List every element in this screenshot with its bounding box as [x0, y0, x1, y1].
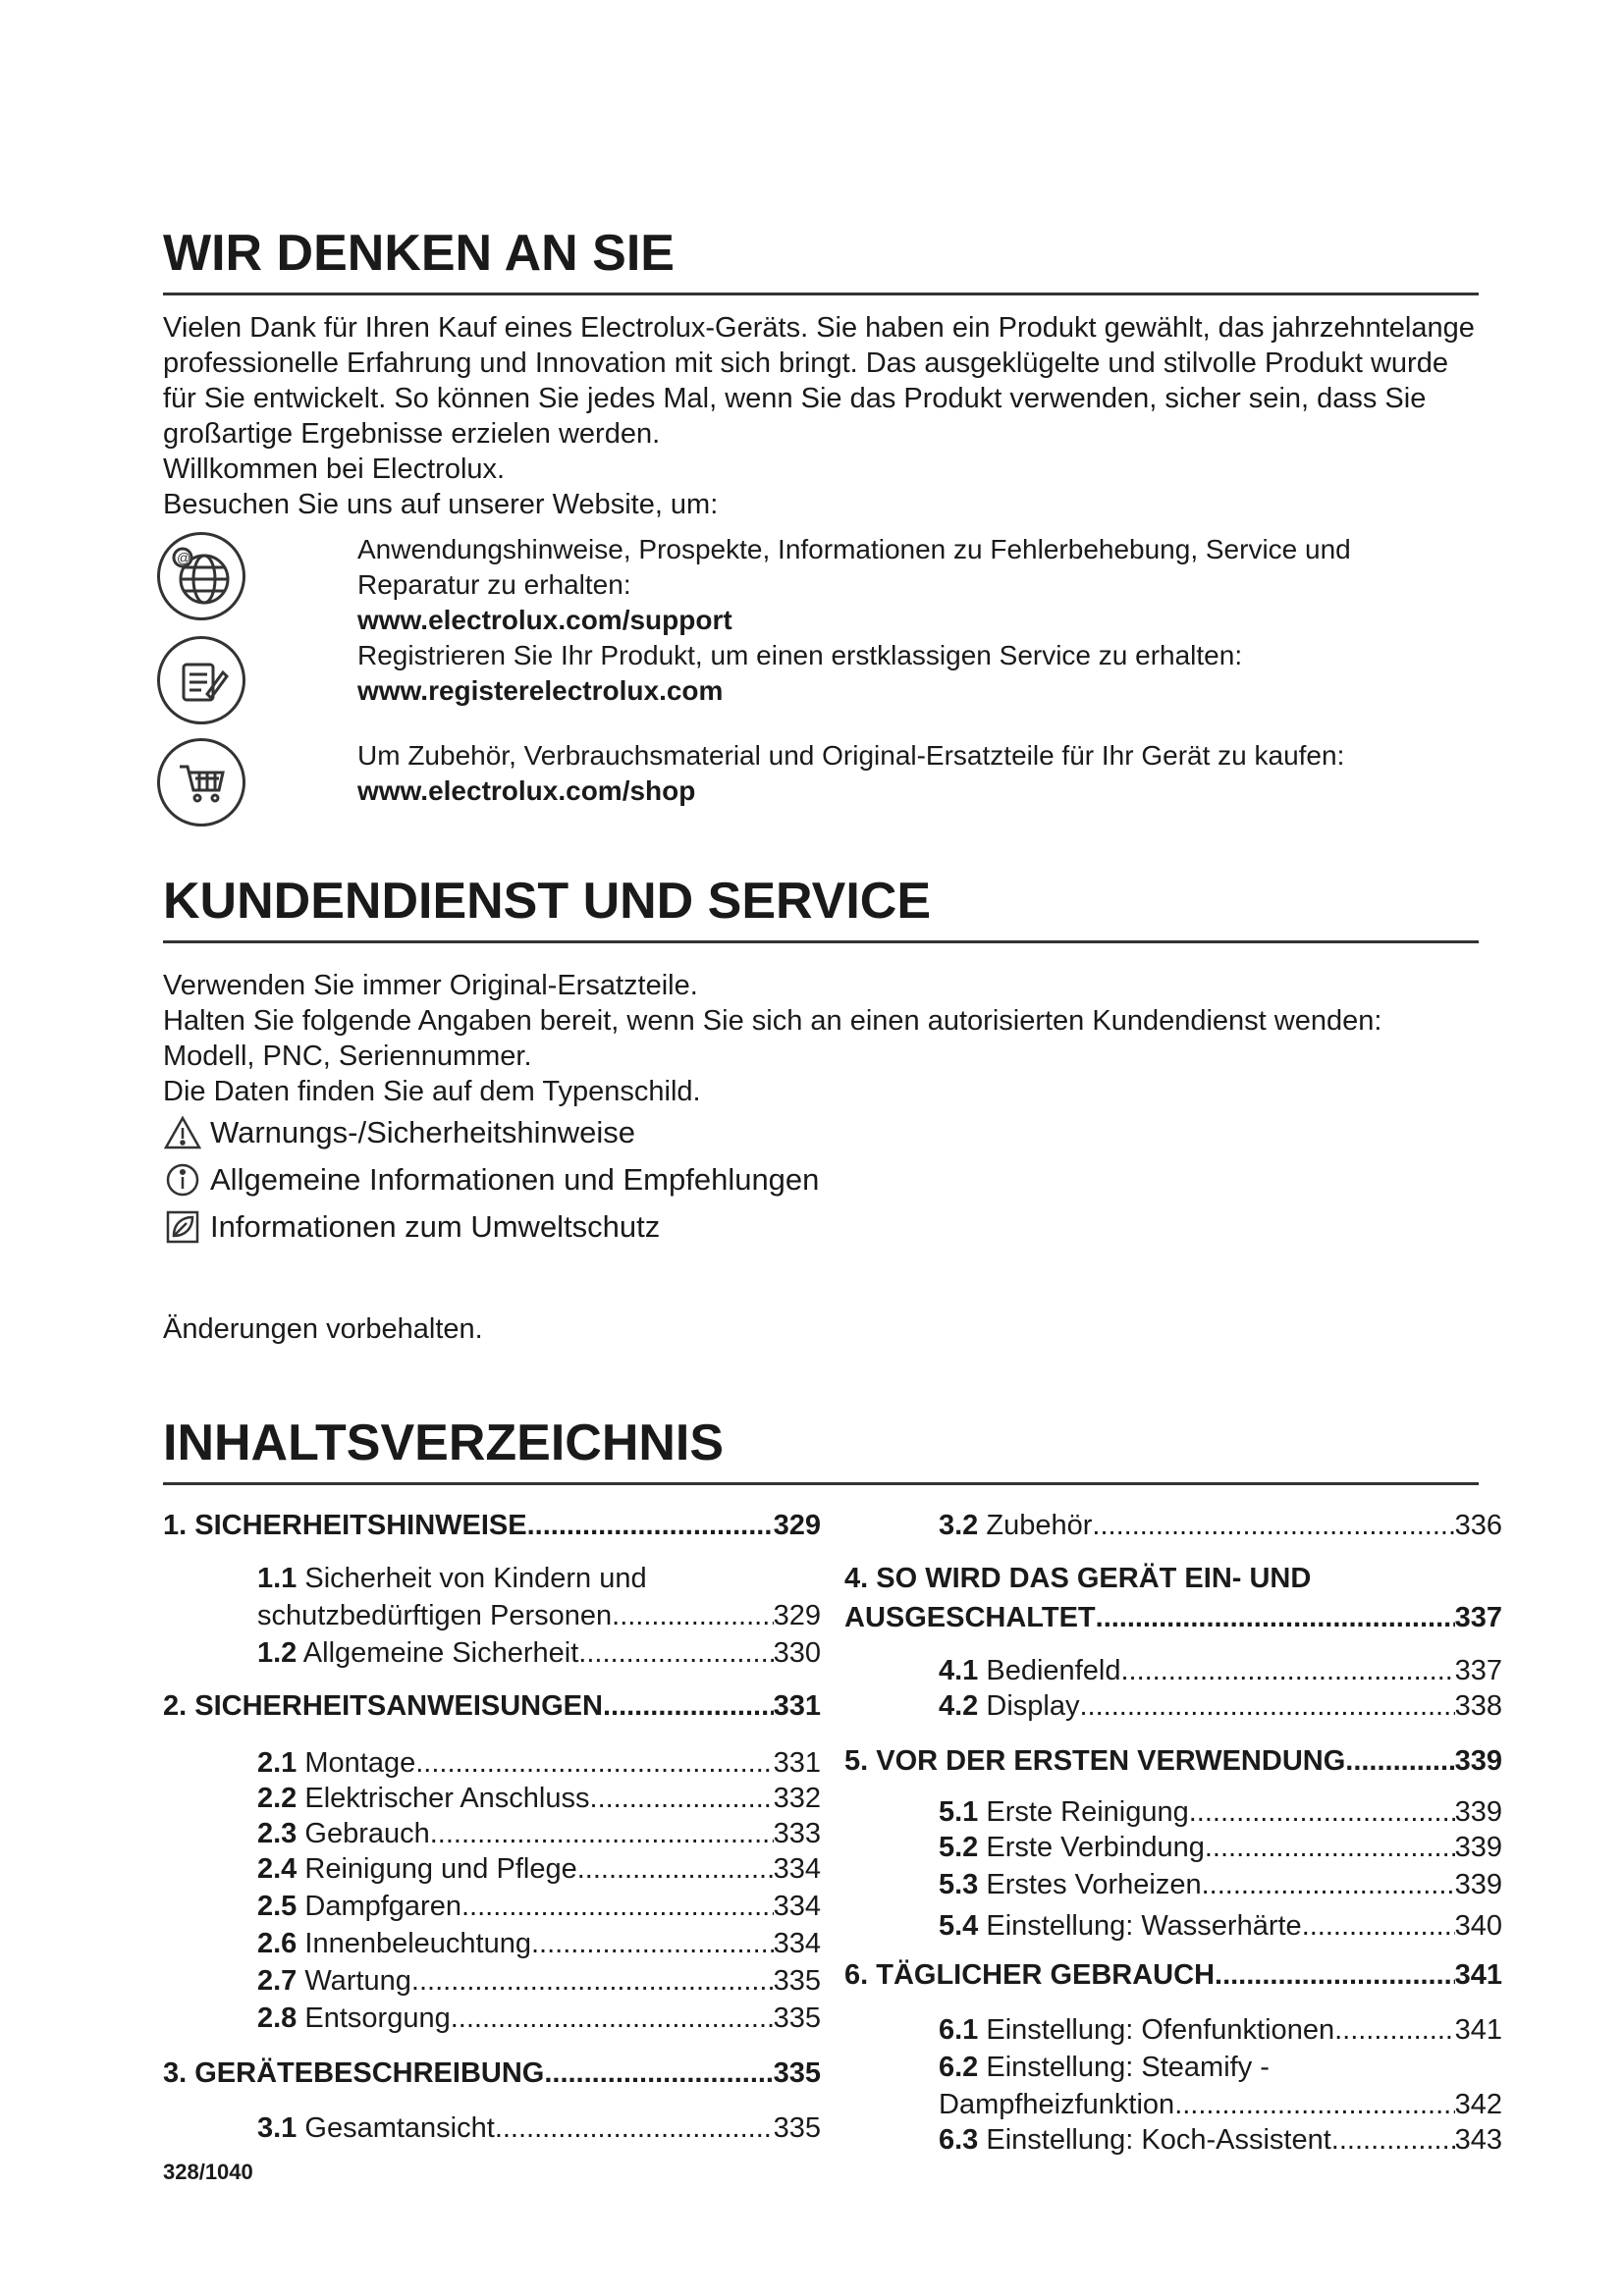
page-number: 328/1040	[163, 2160, 253, 2184]
welcome-heading: WIR DENKEN AN SIE	[163, 224, 1479, 295]
service-heading: KUNDENDIENST UND SERVICE	[163, 872, 1479, 943]
toc-entry-4-cont[interactable]: AUSGESCHALTET ..... 337	[844, 1602, 1502, 1634]
toc-entry-2-3[interactable]: 2.3 Gebrauch ..... 333	[257, 1818, 821, 1850]
toc-entry-3-1[interactable]: 3.1 Gesamtansicht ..... 335	[257, 2112, 821, 2145]
toc-entry-6-2[interactable]: 6.2 Einstellung: Steamify -	[939, 2052, 1270, 2083]
toc-entry-5-2[interactable]: 5.2 Erste Verbindung ..... 339	[939, 1832, 1502, 1864]
toc-entry-2-2[interactable]: 2.2 Elektrischer Anschluss ..... 332	[257, 1783, 821, 1815]
toc-entry-6-3[interactable]: 6.3 Einstellung: Koch-Assistent ..... 343	[939, 2124, 1502, 2157]
toc-entry-2-1[interactable]: 2.1 Montage ..... 331	[257, 1747, 821, 1780]
toc-entry-6-1[interactable]: 6.1 Einstellung: Ofenfunktionen ..... 341	[939, 2014, 1502, 2047]
website-intro: Besuchen Sie uns auf unserer Website, um:	[163, 489, 719, 520]
service-paragraph: Verwenden Sie immer Original-Ersatzteile.	[163, 970, 698, 1001]
toc-entry-2-7[interactable]: 2.7 Wartung ..... 335	[257, 1965, 821, 1998]
cart-icon-wrap	[157, 738, 245, 827]
service-paragraph: Halten Sie folgende Angaben bereit, wenn Sie sich an einen autorisierten Kundendienst wenden: Modell, PNC, Seriennummer.	[163, 1005, 1382, 1072]
legend-row	[163, 1203, 819, 1251]
toc-entry-3[interactable]: 3. GERÄTEBESCHREIBUNG ..... 335	[163, 2057, 821, 2090]
shop-link[interactable]: www.electrolux.com/shop	[357, 775, 696, 806]
toc-entry-4-2[interactable]: 4.2 Display ..... 338	[939, 1690, 1502, 1723]
support-link[interactable]: www.electrolux.com/support	[357, 605, 732, 635]
toc-entry-2[interactable]: 2. SICHERHEITSANWEISUNGEN ..... 331	[163, 1690, 821, 1723]
toc-entry-1-1-cont[interactable]: schutzbedürftigen Personen ..... 329	[257, 1600, 821, 1632]
toc-entry-1-1[interactable]: 1.1 Sicherheit von Kindern und	[257, 1563, 647, 1594]
service-text	[163, 968, 1479, 1109]
warning-icon	[163, 1113, 202, 1152]
globe-icon	[157, 532, 245, 620]
web-item-register	[357, 638, 1477, 709]
environment-icon	[163, 1207, 202, 1247]
web-item-support	[357, 532, 1477, 638]
web-item-text: Registrieren Sie Ihr Produkt, um einen erstklassigen Service zu erhalten:	[357, 640, 1243, 670]
toc-entry-3-2[interactable]: 3.2 Zubehör ..... 336	[939, 1510, 1502, 1542]
legend-text: Warnungs-/Sicherheitshinweise	[210, 1115, 636, 1149]
toc-entry-6-2-cont[interactable]: Dampfheizfunktion ..... 342	[939, 2089, 1502, 2121]
legend-text: Allgemeine Informationen und Empfehlungen	[210, 1162, 820, 1197]
web-item-text: Um Zubehör, Verbrauchsmaterial und Original-Ersatzteile für Ihr Gerät zu kaufen:	[357, 740, 1345, 771]
web-item-text: Anwendungshinweise, Prospekte, Informationen zu Fehlerbehebung, Service und Reparatur zu erhalten:	[357, 534, 1351, 600]
toc-entry-6[interactable]: 6. TÄGLICHER GEBRAUCH ..... 341	[844, 1959, 1502, 1992]
changes-note: Änderungen vorbehalten.	[163, 1313, 483, 1345]
legend-row	[163, 1109, 819, 1156]
toc-entry-4-1[interactable]: 4.1 Bedienfeld ..... 337	[939, 1655, 1502, 1687]
svg-text:@: @	[177, 550, 191, 565]
toc-entry-2-5[interactable]: 2.5 Dampfgaren ..... 334	[257, 1891, 821, 1923]
toc-entry-2-8[interactable]: 2.8 Entsorgung ..... 335	[257, 2002, 821, 2035]
register-icon	[157, 636, 245, 724]
toc-entry-5[interactable]: 5. VOR DER ERSTEN VERWENDUNG ..... 339	[844, 1745, 1502, 1778]
welcome-greeting: Willkommen bei Electrolux.	[163, 454, 506, 485]
welcome-paragraph: Vielen Dank für Ihren Kauf eines Electrolux-Geräts. Sie haben ein Produkt gewählt, das jahrzehntelange professionelle Erfahrung und Innovation mit sich bringt. Das ausgeklügelte und stilvolle Produkt wurde für Sie entwickelt. So können Sie jedes Mal, wenn Sie das Produkt verwenden, sicher sein, dass Sie großartige Ergebnisse erzielen werden.	[163, 312, 1475, 450]
symbol-legend	[163, 1109, 819, 1251]
service-paragraph: Die Daten finden Sie auf dem Typenschild.	[163, 1076, 701, 1107]
welcome-text	[163, 310, 1479, 522]
info-icon	[163, 1160, 202, 1200]
legend-text: Informationen zum Umweltschutz	[210, 1209, 661, 1244]
register-icon-wrap	[157, 636, 245, 724]
register-link[interactable]: www.registerelectrolux.com	[357, 675, 724, 706]
toc-heading: INHALTSVERZEICHNIS	[163, 1414, 1479, 1485]
toc-entry-1-2[interactable]: 1.2 Allgemeine Sicherheit ..... 330	[257, 1637, 821, 1670]
legend-row	[163, 1156, 819, 1203]
cart-icon	[157, 738, 245, 827]
toc-entry-2-4[interactable]: 2.4 Reinigung und Pflege ..... 334	[257, 1853, 821, 1886]
toc-entry-5-4[interactable]: 5.4 Einstellung: Wasserhärte ..... 340	[939, 1910, 1502, 1943]
toc-entry-5-3[interactable]: 5.3 Erstes Vorheizen ..... 339	[939, 1869, 1502, 1901]
web-item-shop	[357, 738, 1477, 809]
globe-icon-wrap	[157, 532, 245, 620]
toc-entry-4[interactable]: 4. SO WIRD DAS GERÄT EIN- UND	[844, 1563, 1312, 1594]
toc-entry-2-6[interactable]: 2.6 Innenbeleuchtung ..... 334	[257, 1928, 821, 1960]
toc-entry-1[interactable]: 1. SICHERHEITSHINWEISE ..... 329	[163, 1510, 821, 1542]
toc-entry-5-1[interactable]: 5.1 Erste Reinigung ..... 339	[939, 1796, 1502, 1829]
